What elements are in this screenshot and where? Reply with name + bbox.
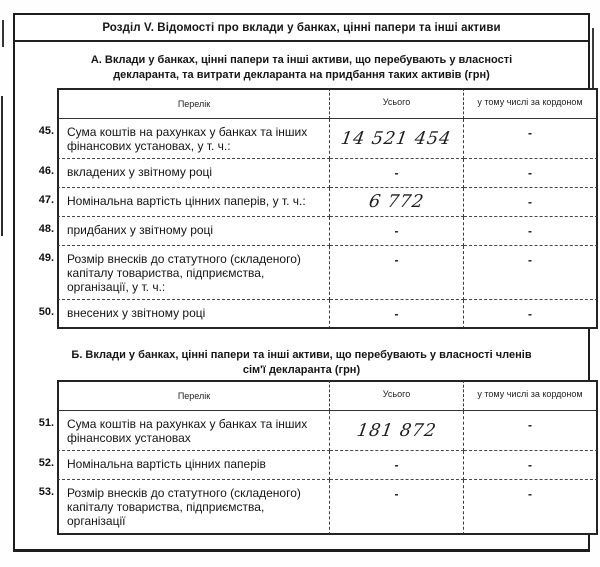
declaration-section [15,53,588,329]
column-header-label: Перелік [177,391,211,401]
table-row [36,480,588,535]
total-cell [330,246,464,300]
total-value: - [394,224,399,238]
column-header-cell [330,380,464,411]
row-number-spacer [36,88,57,119]
table-header-row [36,88,588,119]
abroad-value: - [528,253,532,267]
sections-container [15,53,588,535]
assets-table [36,88,588,329]
table-row [36,217,588,246]
row-number: 50. [38,306,54,318]
total-cell [330,480,464,535]
row-number: 51. [38,417,54,429]
column-header-label: Перелік [177,99,211,109]
total-value: - [394,307,399,321]
column-header-cell [464,88,598,119]
column-header-label: у тому числі за кордоном [477,389,583,399]
table-row [36,246,588,300]
scan-artifact [1,96,3,236]
total-value: - [394,458,399,472]
table-row [36,300,588,329]
row-number: 46. [38,165,54,177]
row-number: 53. [38,486,54,498]
row-number: 52. [38,457,54,469]
abroad-cell [464,411,598,451]
column-header-label: у тому числі за кордоном [477,97,583,107]
abroad-cell [464,188,598,217]
abroad-cell [464,451,598,480]
table-header-row [36,380,588,411]
row-number: 47. [38,194,54,206]
abroad-value: - [528,458,532,472]
abroad-cell [464,480,598,535]
total-cell [330,159,464,188]
row-label: Номінальна вартість цінних паперів [57,451,330,480]
section-heading: А. Вклади у банках, цінні папери та інші активи, що перебувають у власності декларанта, та витрати декларанта на придбання таких активів (грн) [90,54,513,81]
abroad-value: - [528,418,532,432]
abroad-value: - [528,487,532,501]
declaration-section [15,348,588,535]
abroad-value: - [528,166,532,180]
table-row [36,119,588,159]
total-cell [330,451,464,480]
abroad-value: - [528,307,532,321]
total-cell [330,300,464,329]
column-header-label: Усього [382,97,411,107]
row-number: 49. [38,252,54,264]
row-label: Сума коштів на рахунках у банках та інших фінансових установах [57,411,330,451]
total-cell [330,411,464,451]
row-number: 48. [38,223,54,235]
column-header-label: Усього [382,389,411,399]
row-label: Розмір внесків до статутного (складеного) капіталу товариства, підприємства, організації [57,480,330,535]
abroad-cell [464,300,598,329]
row-label: придбаних у звітному році [57,217,330,246]
abroad-value: - [528,126,532,140]
row-label: вкладених у звітному році [57,159,330,188]
abroad-value: - [528,224,532,238]
total-value: 14 521 454 [339,128,454,149]
abroad-cell [464,246,598,300]
column-header-cell [57,380,330,411]
column-header-cell [330,88,464,119]
row-number: 45. [38,125,54,137]
total-cell [330,188,464,217]
abroad-cell [464,217,598,246]
total-cell [330,217,464,246]
scan-artifact [2,20,4,47]
section-title: Розділ V. Відомості про вклади у банках, цінні папери та інші активи [15,15,588,42]
column-header-cell [57,88,330,119]
column-header-cell [464,380,598,411]
abroad-cell [464,159,598,188]
abroad-value: - [528,195,532,209]
abroad-cell [464,119,598,159]
table-row [36,451,588,480]
total-value: - [394,166,399,180]
row-number-spacer [36,380,57,411]
row-label: Номінальна вартість цінних паперів, у т. ч.: [57,188,330,217]
row-label: Розмір внесків до статутного (складеного) капіталу товариства, підприємства, організації, у т. ч.: [57,246,330,300]
total-cell [330,119,464,159]
table-row [36,411,588,451]
section-v-box [13,13,590,552]
row-label: Сума коштів на рахунках у банках та інших фінансових установах, у т. ч.: [57,119,330,159]
section-heading: Б. Вклади у банках, цінні папери та інші активи, що перебувають у власності членів сім'ї декларанта (грн) [71,349,532,376]
row-label: внесених у звітному році [57,300,330,329]
total-value: 6 772 [367,192,426,212]
total-value: 181 872 [355,420,438,441]
assets-table [36,380,588,535]
table-row [36,159,588,188]
total-value: - [394,253,399,267]
table-row [36,188,588,217]
total-value: - [394,487,399,501]
